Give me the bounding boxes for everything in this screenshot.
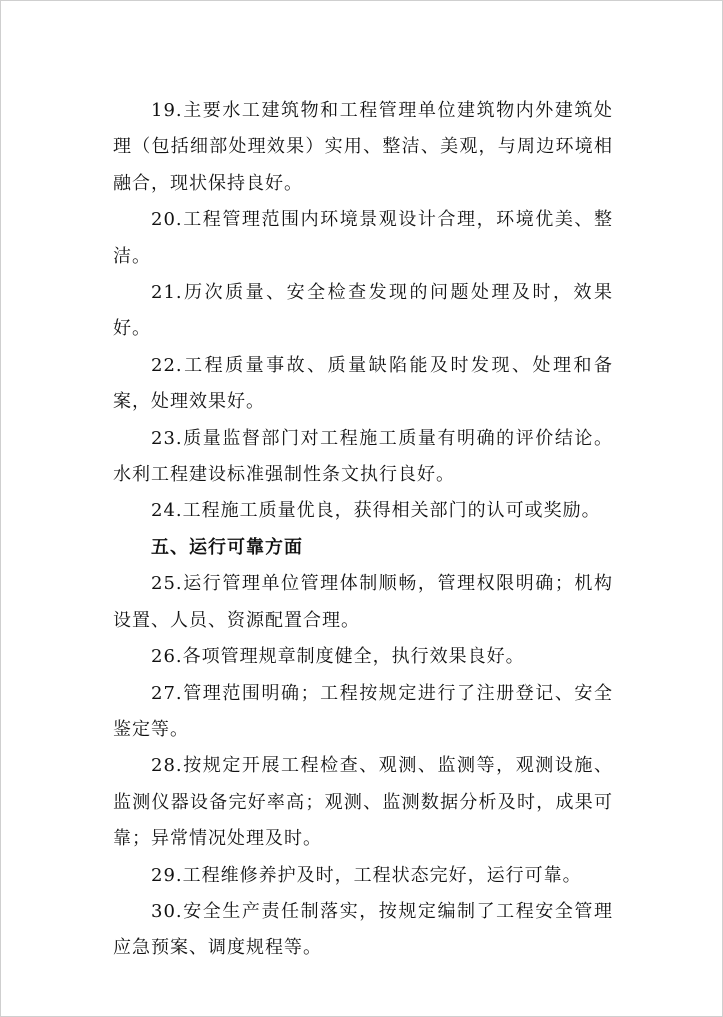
paragraph-26: 26.各项管理规章制度健全，执行效果良好。 — [151, 646, 525, 668]
paragraph-22: 22.工程质量事故、质量缺陷能及时发现、处理和备案，处理效果好。 — [113, 354, 613, 413]
paragraph-19: 19.主要水工建筑物和工程管理单位建筑物内外建筑处理（包括细部处理效果）实用、整洁、美观，与周边环境相融合，现状保持良好。 — [113, 100, 613, 194]
section-heading: 五、运行可靠方面 — [151, 536, 303, 558]
paragraph-30: 30.安全生产责任制落实，按规定编制了工程安全管理应急预案、调度规程等。 — [113, 900, 613, 959]
paragraph-27: 27.管理范围明确；工程按规定进行了注册登记、安全鉴定等。 — [113, 682, 613, 740]
paragraph-23: 23.质量监督部门对工程施工质量有明确的评价结论。水利工程建设标准强制性条文执行良好。 — [113, 427, 613, 486]
paragraph-20: 20.工程管理范围内环境景观设计合理，环境优美、整洁。 — [113, 209, 613, 267]
paragraph-28: 28.按规定开展工程检查、观测、监测等，观测设施、监测仪器设备完好率高；观测、监测数据分析及时，成果可靠；异常情况处理及时。 — [113, 755, 613, 850]
paragraph-21: 21.历次质量、安全检查发现的问题处理及时，效果好。 — [113, 282, 613, 340]
paragraph-24: 24.工程施工质量优良，获得相关部门的认可或奖励。 — [151, 500, 601, 522]
paragraph-25: 25.运行管理单位管理体制顺畅，管理权限明确；机构设置、人员、资源配置合理。 — [113, 573, 613, 631]
document-body — [113, 93, 613, 967]
paragraph-29: 29.工程维修养护及时，工程状态完好，运行可靠。 — [151, 864, 582, 886]
